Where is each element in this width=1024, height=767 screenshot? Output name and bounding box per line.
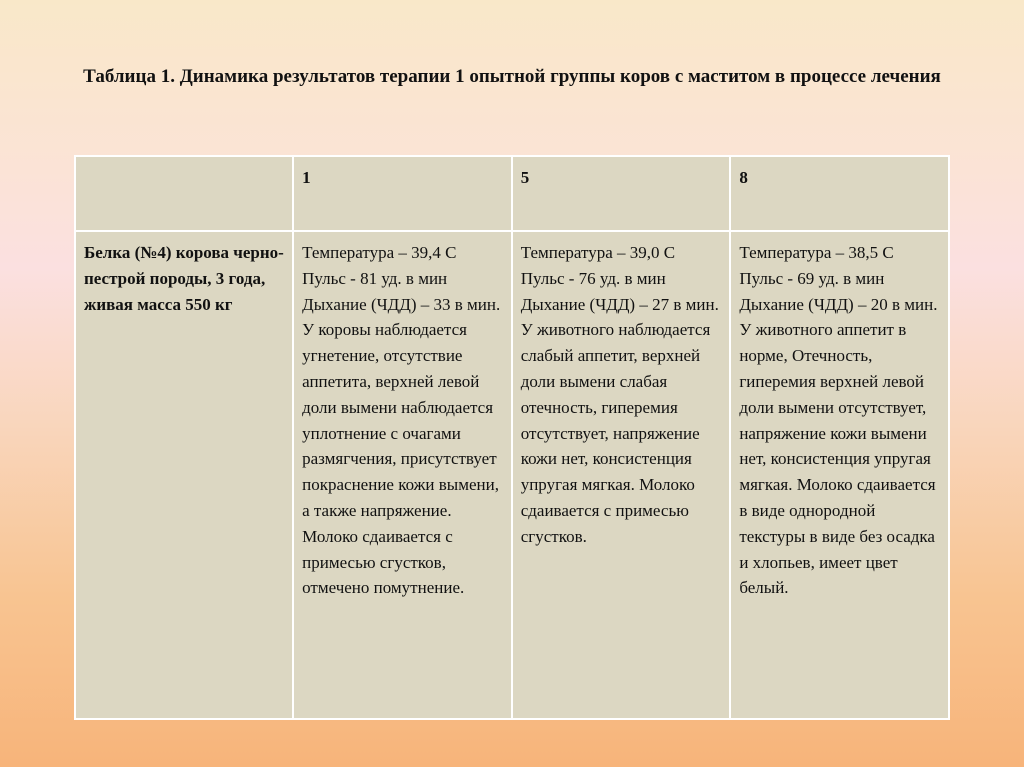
row-label-cell: Белка (№4) корова черно-пестрой породы, 3 года, живая масса 550 кг (75, 231, 293, 719)
cell-day-5: Температура – 39,0 С Пульс - 76 уд. в мин Дыхание (ЧДД) – 27 в мин. У животного наблюдается слабый аппетит, верхней доли вымени слабая отечность, гиперемия отсутствует, напряжение кожи нет, консистенция упругая мягкая. Молоко сдаивается с примесью сгустков. (512, 231, 731, 719)
header-cell-day-1: 1 (293, 156, 512, 231)
header-cell-day-8: 8 (730, 156, 949, 231)
table-header-row (75, 156, 949, 231)
cell-day-8: Температура – 38,5 С Пульс - 69 уд. в мин Дыхание (ЧДД) – 20 в мин. У животного аппетит в норме, Отечность, гиперемия верхней левой доли вымени отсутствует, напряжение кожи вымени нет, консистенция упругая мягкая. Молоко сдаивается в виде однородной текстуры в виде без осадка и хлопьев, имеет цвет белый. (730, 231, 949, 719)
header-cell-empty (75, 156, 293, 231)
table-row (75, 231, 949, 719)
therapy-table (74, 155, 950, 720)
header-cell-day-5: 5 (512, 156, 731, 231)
cell-day-1: Температура – 39,4 С Пульс - 81 уд. в мин Дыхание (ЧДД) – 33 в мин. У коровы наблюдается угнетение, отсутствие аппетита, верхней левой доли вымени наблюдается уплотнение с очагами размягчения, присутствует покраснение кожи вымени, а также напряжение. Молоко сдаивается с примесью сгустков, отмечено помутнение. (293, 231, 512, 719)
slide-title: Таблица 1. Динамика результатов терапии 1 опытной группы коров с маститом в процессе лечения (83, 66, 941, 87)
